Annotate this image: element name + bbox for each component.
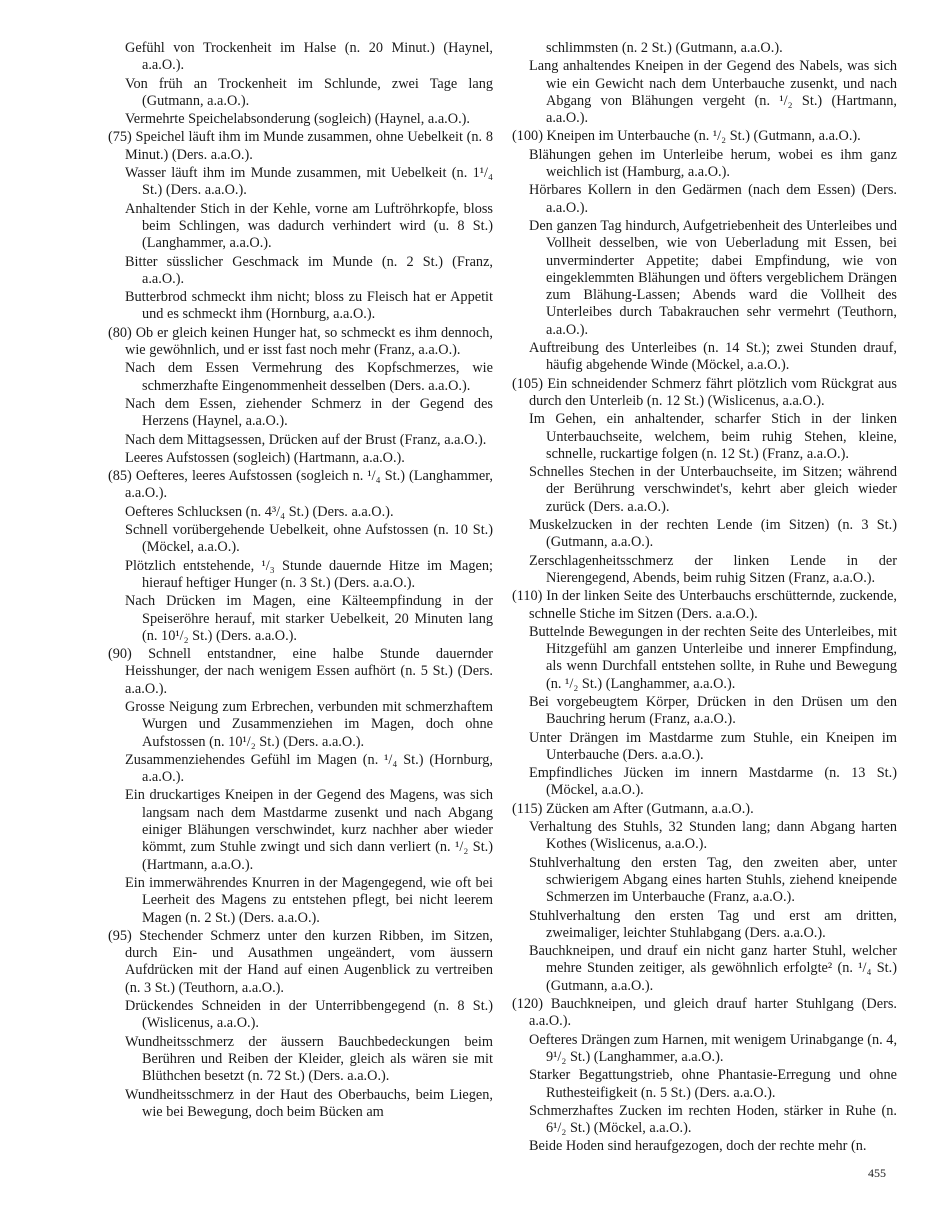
entry-text: Ein druckartiges Kneipen in der Gegend des Magens, was sich langsam nach dem Mastdarme zusenkt und nach Abgang einiger Blähungen verschwindet, kurz nachher aber wieder kömmt, zum Stuhle zwingt und sich dann verliert (n. ¹/₂ St.) (Hartmann, a.a.O.). — [125, 787, 493, 873]
entry-text: Schmerzhaftes Zucken im rechten Hoden, stärker in Ruhe (n. 6¹/₂ St.) (Möckel, a.a.O.). — [529, 1102, 897, 1137]
entry-number: (90) — [108, 646, 149, 663]
entry-text: Ein schneidender Schmerz fährt plötzlich vom Rückgrat aus durch den Unterleib (n. 12 St.) (Wislicenus, a.a.O.). — [529, 375, 897, 409]
entry-text: Wasser läuft ihm im Munde zusammen, mit Uebelkeit (n. 1¹/₄ St.) (Ders. a.a.O.). — [125, 165, 493, 199]
entry-text: Blähungen gehen im Unterleibe herum, wobei es ihm ganz weichlich ist (Hamburg, a.a.O.). — [529, 146, 897, 181]
symptom-entry — [512, 996, 897, 1031]
entry-text: Drückendes Schneiden in der Unterribbengegend (n. 8 St.) (Wislicenus, a.a.O.). — [125, 998, 493, 1032]
entry-text: Bei vorgebeugtem Körper, Drücken in den Drüsen um den Bauchring herum (Franz, a.a.O.). — [529, 693, 897, 728]
symptom-entry — [512, 908, 897, 943]
entry-number: (115) — [512, 800, 547, 817]
entry-text: Stuhlverhaltung den ersten Tag und erst am dritten, zweimaliger, leichter Stuhlabgang (Ders. a.a.O.). — [529, 907, 897, 941]
symptom-entry — [108, 1087, 493, 1122]
symptom-entry — [512, 128, 897, 145]
symptom-entry — [108, 646, 493, 698]
entry-text: Hörbares Kollern in den Gedärmen (nach dem Essen) (Ders. a.a.O.). — [529, 182, 897, 216]
symptom-entry — [108, 76, 493, 111]
entry-text: Zusammenziehendes Gefühl im Magen (n. ¹/₄ St.) (Hornburg, a.a.O.). — [125, 751, 493, 786]
entry-text: Muskelzucken in der rechten Lende (im Sitzen) (n. 3 St.) (Gutmann, a.a.O.). — [529, 517, 897, 551]
entry-text: Wundheitsschmerz der äussern Bauchbedeckungen beim Berühren und Reiben der Kleider, gleich als wären sie mit Blüthchen besetzt (n. 72 St.) (Ders. a.a.O.). — [125, 1033, 493, 1085]
entry-text: Nach dem Mittagsessen, Drücken auf der Brust (Franz, a.a.O.). — [125, 431, 487, 448]
symptom-entry — [512, 553, 897, 588]
symptom-entry — [512, 1032, 897, 1067]
symptom-entry — [108, 360, 493, 395]
entry-text: Nach Drücken im Magen, eine Kälteempfindung in der Speiseröhre herauf, mit starker Uebelkeit, 20 Minuten lang (n. 10¹/₂ St.) (Ders. a.a.O.). — [125, 593, 493, 644]
entry-text: Oefteres Drängen zum Harnen, mit wenigem Urinabgange (n. 4, 9¹/₂ St.) (Langhammer, a.a.O.). — [529, 1031, 898, 1065]
symptom-entry — [108, 254, 493, 289]
entry-text: Stechender Schmerz unter den kurzen Ribben, im Sitzen, durch Ein- und Ausathmen ungeändert, vom äussern Aufdrücken mit der Hand auf einen Augenblick zu vertreiben (n. 3 St.) (Teuthorn, a.a.O.). — [125, 927, 493, 996]
entry-text: Empfindliches Jücken im innern Mastdarme (n. 13 St.) (Möckel, a.a.O.). — [529, 765, 897, 799]
symptom-entry — [108, 129, 493, 164]
entry-text: Ein immerwährendes Knurren in der Magengegend, wie oft bei Leerheit des Magens zu entstehen pflegt, bei nicht leerem Magen (n. 2 St.) (Ders. a.a.O.). — [125, 874, 493, 926]
entry-text: Kneipen im Unterbauche (n. ¹/₂ St.) (Gutmann, a.a.O.). — [546, 128, 861, 145]
symptom-entry — [512, 1103, 897, 1138]
entry-text: Beide Hoden sind heraufgezogen, doch der rechte mehr (n. — [529, 1138, 867, 1155]
symptom-entry — [108, 699, 493, 751]
symptom-entry — [108, 468, 493, 503]
symptom-entry — [512, 624, 897, 693]
entry-text: Oefteres, leeres Aufstossen (sogleich n. ¹/₄ St.) (Langhammer, a.a.O.). — [125, 468, 493, 502]
symptom-entry — [108, 998, 493, 1033]
symptom-entry — [108, 752, 493, 787]
entry-text: Schnell vorübergehende Uebelkeit, ohne Aufstossen (n. 10 St.) (Möckel, a.a.O.). — [125, 522, 493, 556]
symptom-entry — [108, 325, 493, 360]
symptom-entry — [108, 1034, 493, 1086]
entry-text: Unter Drängen im Mastdarme zum Stuhle, ein Kneipen im Unterbauche (Ders. a.a.O.). — [529, 729, 897, 763]
entry-number: (85) — [108, 468, 136, 485]
entry-number: (110) — [512, 588, 547, 605]
entry-text: Schnell entstandner, eine halbe Stunde dauernder Heisshunger, der nach wenigem Essen aufhört (n. 5 St.) (Ders. a.a.O.). — [125, 646, 493, 697]
symptom-entry — [512, 855, 897, 907]
entry-text: Nach dem Essen, ziehender Schmerz in der Gegend des Herzens (Haynel, a.a.O.). — [125, 395, 493, 430]
entry-text: Bauchkneipen, und drauf ein nicht ganz harter Stuhl, welcher mehre Stunden zeitiger, als gewöhnlich erfolgte² (n. ¹/₄ St.) (Gutmann, a.a.O.). — [529, 943, 897, 994]
symptom-entry — [512, 943, 897, 995]
symptom-entry — [512, 340, 897, 375]
entry-text: Buttelnde Bewegungen in der rechten Seite des Unterleibes, mit Hitzgefühl am ganzen Unterleibe und innerer Empfindung, als wenn Durchfall entstehen sollte, in Ruhe und Bewegung (n. ¹/₂ St.) (Langhammer, a.a.O.). — [529, 623, 897, 692]
right-column — [512, 40, 897, 1157]
symptom-entry — [512, 40, 897, 57]
entry-number: (80) — [108, 324, 136, 341]
entry-text: Oefteres Schlucksen (n. 4³/₄ St.) (Ders. a.a.O.). — [125, 503, 394, 520]
symptom-entry — [108, 787, 493, 873]
symptom-entry — [108, 504, 493, 521]
symptom-entry — [512, 517, 897, 552]
page-number: 455 — [868, 1166, 886, 1180]
entry-text: Schnelles Stechen in der Unterbauchseite, im Sitzen; während der Berührung verschwindet's, kehrt aber gleich wieder zurück (Ders. a.a.O.). — [529, 464, 897, 515]
entry-text: schlimmsten (n. 2 St.) (Gutmann, a.a.O.). — [546, 40, 783, 56]
entry-text: Anhaltender Stich in der Kehle, vorne am Luftröhrkopfe, bloss beim Schlingen, was dadurch verhindert wird (u. 8 St.) (Langhammer, a.a.O.). — [125, 200, 493, 252]
entry-text: Den ganzen Tag hindurch, Aufgetriebenheit des Unterleibes und Vollheit desselben, wie von Ueberladung mit Essen, bei unverminderter Appetite; dabei Empfindung, wie von eingeklemmten Blähungen und öfters vergeblichem Drängen zum Blähung-Lassen; Abends ward die Vollheit des Unterleibes durch Tabakrauchen sehr vermehrt (Teuthorn, a.a.O.). — [529, 217, 897, 338]
symptom-entry — [512, 376, 897, 411]
symptom-entry — [512, 58, 897, 127]
symptom-entry — [512, 588, 897, 623]
symptom-entry — [512, 819, 897, 854]
symptom-entry — [512, 411, 897, 463]
entry-number: (105) — [512, 375, 548, 392]
entry-text: Auftreibung des Unterleibes (n. 14 St.); zwei Stunden drauf, häufig abgehende Winde (Möckel, a.a.O.). — [529, 340, 897, 374]
entry-text: Im Gehen, ein anhaltender, scharfer Stich in der linken Unterbauchseite, welchem, beim ruhig Stehen, kleine, schnelle, ruckartige folgen (n. 12 St.) (Franz, a.a.O.). — [529, 411, 897, 462]
entry-number: (95) — [108, 927, 140, 944]
entry-text: Wundheitsschmerz in der Haut des Oberbauchs, beim Liegen, wie bei Bewegung, doch beim Bücken am — [125, 1086, 493, 1120]
entry-text: Grosse Neigung zum Erbrechen, verbunden mit schmerzhaftem Wurgen und Zusammenziehen im Magen, doch ohne Aufstossen (n. 10¹/₂ St.) (Ders. a.a.O.). — [125, 698, 493, 750]
symptom-entry — [108, 289, 493, 324]
symptom-entry — [108, 558, 493, 593]
entry-text: Plötzlich entstehende, ¹/₃ Stunde dauernde Hitze im Magen; hierauf heftiger Hunger (n. 3 St.) (Ders. a.a.O.). — [125, 557, 493, 591]
symptom-entry — [108, 593, 493, 645]
symptom-entry — [512, 147, 897, 182]
symptom-entry — [108, 450, 493, 467]
entry-text: Gefühl von Trockenheit im Halse (n. 20 Minut.) (Haynel, a.a.O.). — [125, 40, 493, 74]
entry-text: Speichel läuft ihm im Munde zusammen, ohne Uebelkeit (n. 8 Minut.) (Ders. a.a.O.). — [125, 129, 493, 163]
symptom-entry — [108, 875, 493, 927]
symptom-entry — [108, 40, 493, 75]
entry-number: (120) — [512, 996, 551, 1013]
symptom-entry — [108, 165, 493, 200]
entry-text: Bitter süsslicher Geschmack im Munde (n. 2 St.) (Franz, a.a.O.). — [125, 253, 493, 287]
symptom-entry — [512, 765, 897, 800]
entry-text: Zerschlagenheitsschmerz der linken Lende in der Nierengegend, Abends, beim ruhig Sitzen (Franz, a.a.O.). — [529, 552, 897, 586]
symptom-entry — [512, 182, 897, 217]
symptom-entry — [108, 111, 493, 128]
symptom-entry — [512, 730, 897, 765]
entry-text: Bauchkneipen, und gleich drauf harter Stuhlgang (Ders. a.a.O.). — [529, 996, 897, 1030]
entry-text: Butterbrod schmeckt ihm nicht; bloss zu Fleisch hat er Appetit und es schmeckt ihm (Hornburg, a.a.O.). — [125, 289, 493, 323]
entry-text: Nach dem Essen Vermehrung des Kopfschmerzes, wie schmerzhafte Eingenommenheit desselben (Ders. a.a.O.). — [125, 360, 493, 394]
entry-number: (100) — [512, 128, 547, 145]
symptom-entry — [512, 1067, 897, 1102]
symptom-entry — [512, 801, 897, 818]
entry-text: Verhaltung des Stuhls, 32 Stunden lang; dann Abgang harten Kothes (Wislicenus, a.a.O.). — [529, 819, 897, 853]
entry-text: Stuhlverhaltung den ersten Tag, den zweiten aber, unter schwierigem Abgang eines harten Stuhls, ziehend kneipende Schmerzen im Unterbauche (Franz, a.a.O.). — [529, 854, 897, 906]
entry-text: Vermehrte Speichelabsonderung (sogleich) (Haynel, a.a.O.). — [125, 111, 470, 128]
entry-text: Von früh an Trockenheit im Schlunde, zwei Tage lang (Gutmann, a.a.O.). — [125, 75, 493, 109]
symptom-entry — [108, 432, 493, 449]
entry-text: Ob er gleich keinen Hunger hat, so schmeckt es ihm dennoch, wie gewöhnlich, und er isst fast noch mehr (Franz, a.a.O.). — [125, 324, 493, 359]
symptom-entry — [512, 218, 897, 339]
symptom-entry — [512, 464, 897, 516]
entry-text: Starker Begattungstrieb, ohne Phantasie-Erregung und ohne Ruthesteifigkeit (n. 5 St.) (Ders. a.a.O.). — [529, 1067, 897, 1101]
entry-text: Lang anhaltendes Kneipen in der Gegend des Nabels, was sich wie ein Gewicht nach dem Unterbauche zusenkt, und nach Abgang von Blähungen vergeht (n. ¹/₂ St.) (Hartmann, a.a.O.). — [529, 58, 897, 127]
symptom-entry — [512, 694, 897, 729]
symptom-entry — [512, 1138, 897, 1155]
symptom-entry — [108, 928, 493, 997]
symptom-entry — [108, 522, 493, 557]
symptom-entry — [108, 201, 493, 253]
entry-number: (75) — [108, 129, 136, 146]
left-column — [108, 40, 493, 1122]
entry-text: Zücken am After (Gutmann, a.a.O.). — [546, 800, 754, 817]
entry-text: In der linken Seite des Unterbauchs erschütternde, zuckende, schnelle Stiche im Sitzen (Ders. a.a.O.). — [529, 588, 897, 622]
entry-text: Leeres Aufstossen (sogleich) (Hartmann, a.a.O.). — [125, 449, 405, 466]
symptom-entry — [108, 396, 493, 431]
